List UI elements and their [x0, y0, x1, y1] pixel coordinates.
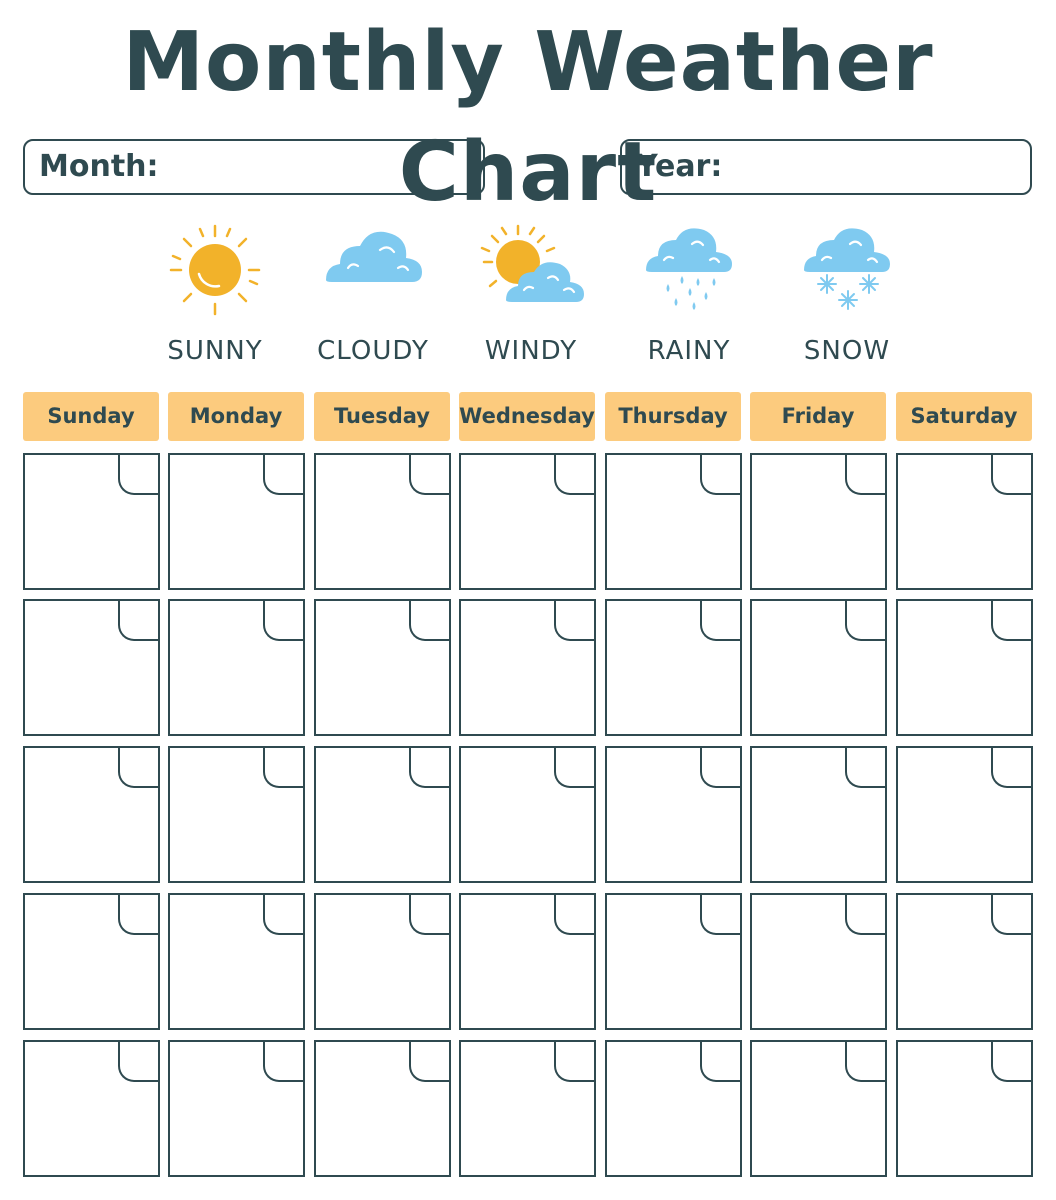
date-corner-box[interactable] [991, 453, 1033, 495]
legend-label-windy: WINDY [484, 336, 578, 366]
date-corner-box[interactable] [554, 1040, 596, 1082]
calendar-cell[interactable] [314, 1040, 451, 1177]
date-corner-box[interactable] [409, 746, 451, 788]
rain-cloud-icon [634, 222, 744, 318]
legend-item-cloudy [313, 222, 433, 366]
date-corner-box[interactable] [263, 893, 305, 935]
calendar-cell[interactable] [896, 746, 1033, 883]
date-corner-box[interactable] [845, 893, 887, 935]
page-title: Monthly Weather Chart [122, 15, 934, 220]
date-corner-box[interactable] [118, 599, 160, 641]
calendar-cell[interactable] [23, 1040, 160, 1177]
date-corner-box[interactable] [554, 599, 596, 641]
day-header-thursday: Thursday [605, 392, 741, 441]
date-corner-box[interactable] [845, 1040, 887, 1082]
calendar-cell[interactable] [23, 453, 160, 590]
weather-legend [0, 222, 1056, 372]
date-corner-box[interactable] [554, 453, 596, 495]
calendar-cell[interactable] [896, 453, 1033, 590]
calendar-cell[interactable] [314, 599, 451, 736]
calendar-cell[interactable] [605, 1040, 742, 1177]
calendar-cell[interactable] [459, 1040, 596, 1177]
date-corner-box[interactable] [700, 746, 742, 788]
date-corner-box[interactable] [409, 453, 451, 495]
calendar-cell[interactable] [23, 893, 160, 1030]
legend-item-sunny [155, 222, 275, 366]
legend-item-windy [471, 222, 591, 366]
date-corner-box[interactable] [118, 893, 160, 935]
calendar-cell[interactable] [314, 893, 451, 1030]
snow-cloud-icon [792, 222, 902, 318]
date-corner-box[interactable] [263, 599, 305, 641]
date-corner-box[interactable] [118, 746, 160, 788]
calendar-cell[interactable] [168, 599, 305, 736]
calendar-cell[interactable] [168, 453, 305, 590]
calendar-cell[interactable] [459, 746, 596, 883]
calendar-cell[interactable] [459, 453, 596, 590]
cloud-icon [318, 222, 428, 318]
date-corner-box[interactable] [554, 893, 596, 935]
legend-label-cloudy: CLOUDY [317, 336, 429, 366]
date-corner-box[interactable] [845, 746, 887, 788]
legend-item-snow [787, 222, 907, 366]
date-corner-box[interactable] [263, 453, 305, 495]
calendar-cell[interactable] [750, 453, 887, 590]
month-field[interactable] [23, 139, 485, 195]
date-corner-box[interactable] [263, 746, 305, 788]
calendar-cell[interactable] [896, 893, 1033, 1030]
date-corner-box[interactable] [409, 893, 451, 935]
date-corner-box[interactable] [263, 1040, 305, 1082]
calendar-cell[interactable] [314, 746, 451, 883]
calendar-cell[interactable] [750, 746, 887, 883]
month-label: Month: [39, 149, 159, 184]
calendar-cell[interactable] [168, 893, 305, 1030]
date-corner-box[interactable] [991, 893, 1033, 935]
date-corner-box[interactable] [700, 893, 742, 935]
calendar-cell[interactable] [605, 746, 742, 883]
year-field[interactable] [620, 139, 1032, 195]
calendar-cell[interactable] [314, 453, 451, 590]
calendar-cell[interactable] [459, 893, 596, 1030]
date-corner-box[interactable] [700, 453, 742, 495]
date-corner-box[interactable] [700, 599, 742, 641]
legend-item-rainy [629, 222, 749, 366]
calendar-cell[interactable] [168, 746, 305, 883]
calendar-cell[interactable] [459, 599, 596, 736]
calendar-cell[interactable] [750, 1040, 887, 1177]
date-corner-box[interactable] [118, 1040, 160, 1082]
legend-label-snow: SNOW [803, 336, 891, 366]
calendar-cell[interactable] [896, 1040, 1033, 1177]
calendar-cell[interactable] [750, 599, 887, 736]
date-corner-box[interactable] [845, 599, 887, 641]
day-header-tuesday: Tuesday [314, 392, 450, 441]
legend-label-rainy: RAINY [647, 336, 731, 366]
calendar-cell[interactable] [750, 893, 887, 1030]
date-corner-box[interactable] [991, 746, 1033, 788]
date-corner-box[interactable] [991, 1040, 1033, 1082]
sun-cloud-icon [476, 222, 586, 318]
calendar-cell[interactable] [168, 1040, 305, 1177]
date-corner-box[interactable] [845, 453, 887, 495]
calendar-cell[interactable] [23, 599, 160, 736]
day-header-monday: Monday [168, 392, 304, 441]
legend-label-sunny: SUNNY [167, 336, 263, 366]
date-corner-box[interactable] [700, 1040, 742, 1082]
calendar-cell[interactable] [605, 453, 742, 590]
calendar-cell[interactable] [605, 893, 742, 1030]
calendar-cell[interactable] [23, 746, 160, 883]
sun-icon [165, 222, 265, 318]
date-corner-box[interactable] [991, 599, 1033, 641]
day-header-saturday: Saturday [896, 392, 1032, 441]
date-corner-box[interactable] [118, 453, 160, 495]
date-corner-box[interactable] [409, 1040, 451, 1082]
calendar-cell[interactable] [605, 599, 742, 736]
day-header-friday: Friday [750, 392, 886, 441]
date-corner-box[interactable] [409, 599, 451, 641]
day-header-wednesday: Wednesday [459, 392, 595, 441]
calendar-cell[interactable] [896, 599, 1033, 736]
date-corner-box[interactable] [554, 746, 596, 788]
year-label: Year: [636, 149, 723, 184]
day-header-sunday: Sunday [23, 392, 159, 441]
